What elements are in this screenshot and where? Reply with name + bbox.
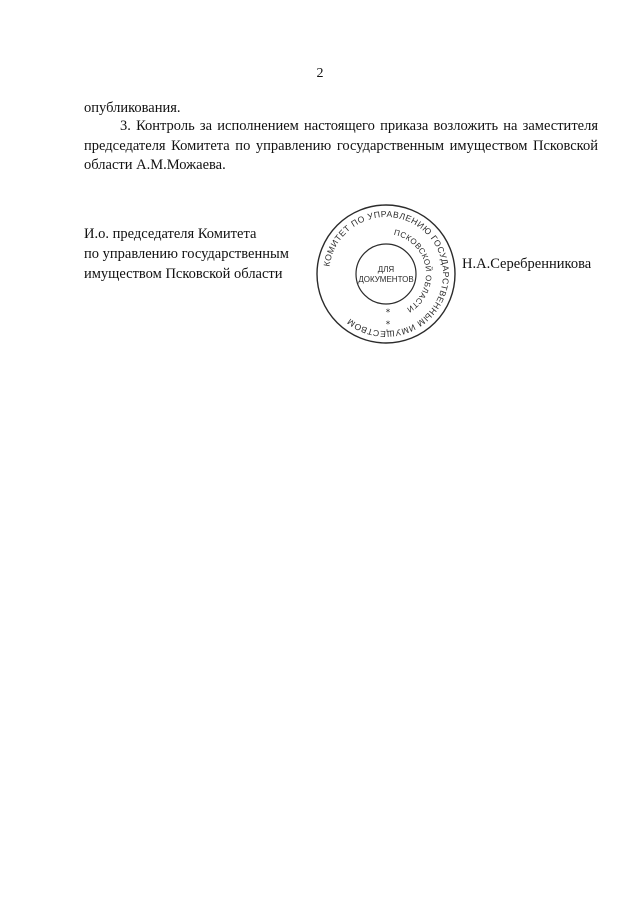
position-line-1: И.о. председателя Комитета bbox=[84, 226, 257, 242]
position-line-2: по управлению государственным bbox=[84, 246, 289, 262]
stamp-inner-text: ПСКОВСКОЙ ОБЛАСТИ bbox=[392, 227, 434, 315]
stamp-center-line-2: ДОКУМЕНТОВ bbox=[358, 275, 414, 284]
page-number: 2 bbox=[316, 66, 324, 81]
signatory-position bbox=[84, 224, 289, 284]
stamp-star-icon: * bbox=[385, 308, 391, 318]
paragraph-3: 3. Контроль за исполнением настоящего приказа возложить на заместителя председателя Комитета по управлению государственным имуществом Псковской области А.М.Можаева. bbox=[84, 118, 598, 173]
stamp-ring-text: КОМИТЕТ ПО УПРАВЛЕНИЮ ГОСУДАРСТВЕННЫМ ИМУЩЕСТВОМ bbox=[321, 208, 452, 340]
stamp-center-line-1: ДЛЯ bbox=[377, 265, 395, 274]
stamp-inner-ring bbox=[356, 244, 416, 304]
position-line-3: имуществом Псковской области bbox=[84, 266, 283, 282]
signatory-name: Н.А.Серебренникова bbox=[462, 256, 592, 272]
stamp-star-icon: * bbox=[385, 320, 391, 330]
official-stamp bbox=[315, 203, 457, 345]
text-line-publication: опубликования. bbox=[84, 100, 181, 116]
